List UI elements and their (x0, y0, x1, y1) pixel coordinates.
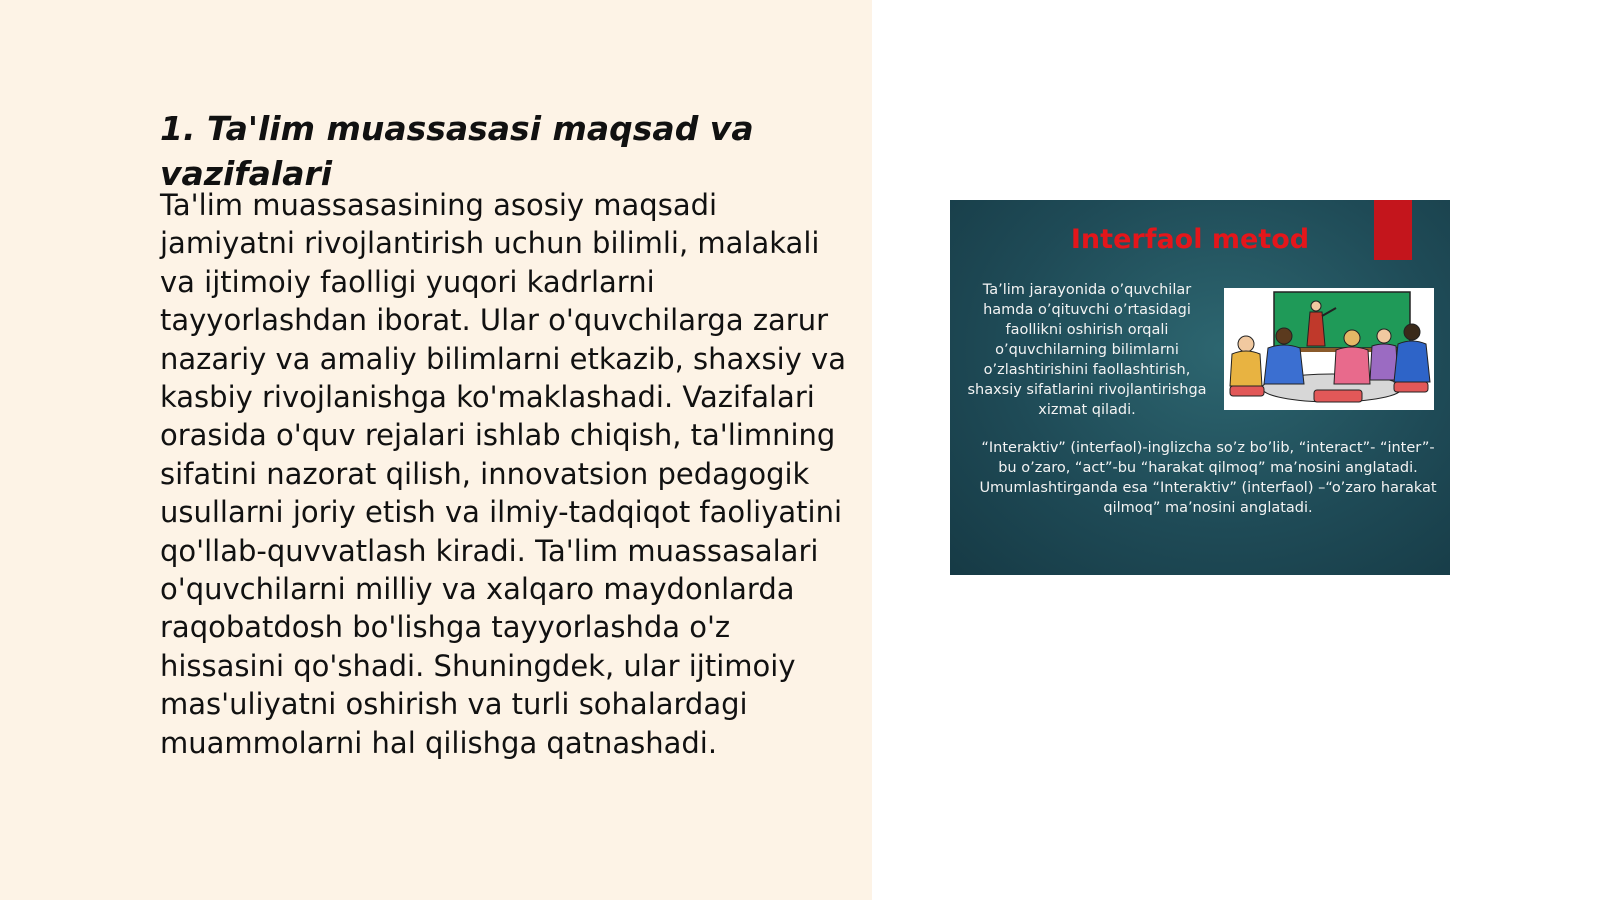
slide-body-text: Ta'lim muassasasining asosiy maqsadi jamiyatni rivojlantirish uchun bilimli, malakali va ijtimoiy faolligi yuqori kadrlarni tayyorlashdan iborat. Ular o'quvchilarga zarur nazariy va amaliy bilimlarni etkazib, shaxsiy va kasbiy rivojlanishga ko'maklashadi. Vazifalari orasida o'quv rejalari ishlab chiqish, ta'limning sifatini nazorat qilish, innovatsion pedagogik usullarni joriy etish va ilmiy-tadqiqot faoliyatini qo'llab-quvvatlash kiradi. Ta'lim muassasalari o'quvchilarni milliy va xalqaro maydonlarda raqobatdosh bo'lishga tayyorlashda o'z hissasini qo'shadi. Shuningdek, ular ijtimoiy mas'uliyatni oshirish va turli sohalardagi muammolarni hal qilishga qatnashadi. (160, 188, 846, 760)
embedded-slide-definition: “Interaktiv” (interfaol)-inglizcha so’z bo’lib, “interact”- “inter”-bu o’zaro, “act”-bu “harakat qilmoq” ma’nosini anglatadi. Umumlashtirganda esa “Interaktiv” (interfaol) –“o’zaro harakat qilmoq” ma’nosini anglatadi. (979, 440, 1437, 516)
slide-heading: 1. Ta'lim muassasasi maqsad va vazifalari (160, 109, 754, 193)
embedded-slide-title: Interfaol metod (1070, 224, 1310, 255)
embedded-slide-description: Ta’lim jarayonida o’quvchilar hamda o’qituvchi o’rtasidagi faollikni oshirish orqali o’quvchilarning bilimlarni o’zlashtirishini faollashtirish, shaxsiy sifatlarini rivojlantirishga xizmat qiladi. (967, 282, 1207, 418)
classroom-illustration (1224, 288, 1434, 410)
classroom-icon (1224, 288, 1434, 410)
embedded-slide-image (950, 200, 1450, 575)
